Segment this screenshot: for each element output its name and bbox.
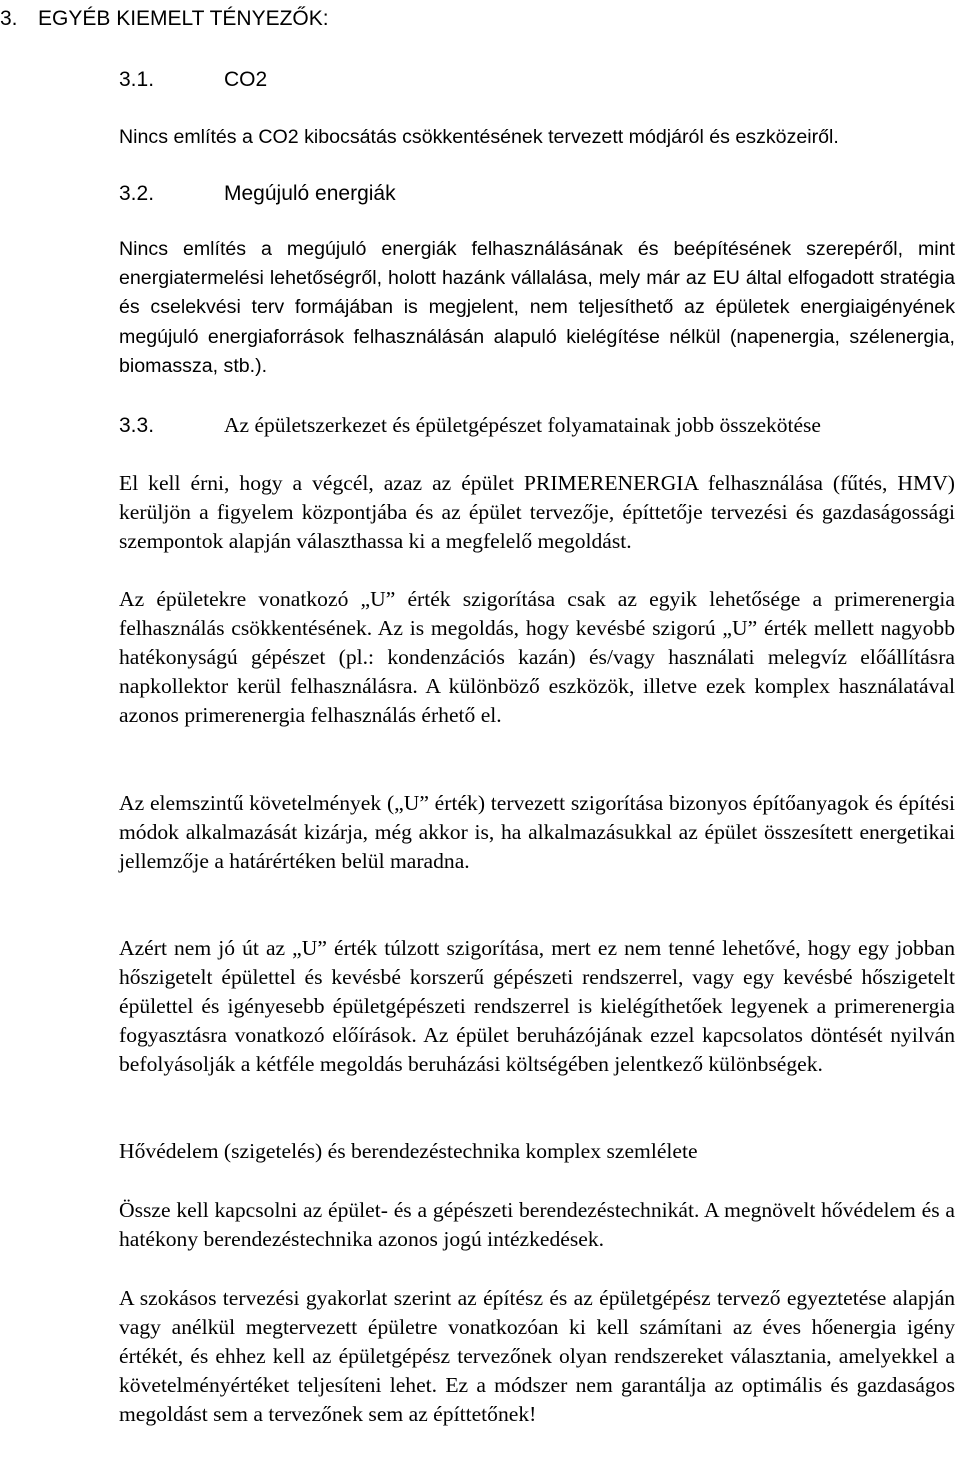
section-3-3-paragraph-3: Az elemszintű követelmények („U” érték) tervezett szigorítása bizonyos építőanyagok és építési módok alkalmazását kizárja, még akkor is, ha alkalmazásukkal az épület összesített energetikai jellemzője a határértéken belül maradna. bbox=[119, 791, 955, 873]
paragraph-tervezesi-gyakorlat: A szokásos tervezési gyakorlat szerint az építész és az épületgépész tervező egyeztetése alapján vagy anélkül megtervezett épületre vonatkozóan ki kell számítani az éves hőenergia igény értékét, és ehhez kell az épületgépész tervezőnek olyan rendszereket választania, amelyekkel a követelményértéket teljesíteni lehet. Ez a módszer nem garantálja az optimális és gazdaságos megoldást sem a tervezőnek sem az építtetőnek! bbox=[119, 1286, 955, 1426]
heading-number: 3. bbox=[0, 7, 18, 30]
section-3-1-text: Nincs említés a CO2 kibocsátás csökkentésének tervezett módjáról és eszközeiről. bbox=[119, 126, 839, 148]
section-title: CO2 bbox=[224, 68, 268, 91]
section-title: Az épületszerkezet és épületgépészet folyamatainak jobb összekötése bbox=[224, 413, 821, 437]
section-3-3-paragraph-2: Az épületekre vonatkozó „U” érték szigorítása csak az egyik lehetősége a primerenergia felhasználás csökkentésének. Az is megoldás, hogy kevésbé szigorú „U” érték mellett nagyobb hatékonyságú gépészet (pl.: kondenzációs kazán) és/vagy használati melegvíz előállításra napkollektor kerül felhasználásra. A különböző eszközök, illetve ezek komplex használatával azonos primerenergia felhasználás érhető el. bbox=[119, 587, 955, 727]
section-3-2-heading bbox=[119, 181, 396, 207]
heading-title: EGYÉB KIEMELT TÉNYEZŐK: bbox=[38, 7, 329, 30]
section-title: Megújuló energiák bbox=[224, 182, 396, 205]
section-3-3-paragraph-4: Azért nem jó út az „U” érték túlzott szigorítása, mert ez nem tenné lehetővé, hogy egy jobban hőszigetelt épülettel és kevésbé korszerű gépészeti rendszerrel, vagy egy kevésbé hőszigetelt épülettel és igényesebb épületgépészeti rendszerrel is kielégíthetőek legyenek a primerenergia fogyasztásra vonatkozó előírások. Az épület beruházójának ezzel kapcsolatos döntését nyilván befolyásolják a kétféle megoldás beruházási költségében jelentkező különbségek. bbox=[119, 936, 955, 1076]
section-3-3-heading bbox=[119, 411, 821, 440]
section-number: 3.2. bbox=[119, 182, 155, 205]
section-3-3-paragraph-1: El kell érni, hogy a végcél, azaz az épület PRIMERENERGIA felhasználása (fűtés, HMV) kerüljön a figyelem központjába és az épület tervezője, építtetője tervezési és gazdaságossági szempontok alapján választhassa ki a megfelelő megoldást. bbox=[119, 471, 955, 553]
main-heading bbox=[0, 6, 329, 32]
section-3-1-heading bbox=[119, 67, 267, 93]
subheading-hovedelem: Hővédelem (szigetelés) és berendezéstechnika komplex szemlélete bbox=[119, 1139, 698, 1163]
section-number: 3.1. bbox=[119, 68, 155, 91]
paragraph-osszekapcsolas: Össze kell kapcsolni az épület- és a gépészeti berendezéstechnikát. A megnövelt hővédelem és a hatékony berendezéstechnika azonos jogú intézkedések. bbox=[119, 1198, 955, 1251]
section-number: 3.3. bbox=[119, 414, 155, 437]
section-3-2-paragraph: Nincs említés a megújuló energiák felhasználásának és beépítésének szerepéről, mint energiatermelési lehetőségről, holott hazánk vállalása, mely már az EU által elfogadott stratégia és cselekvési terv formájában is megjelent, nem teljesíthető az épületek energiaigényének megújuló energiaforrások felhasználásán alapuló kielégítése nélkül (napenergia, szélenergia, biomassza, stb.). bbox=[119, 238, 955, 377]
